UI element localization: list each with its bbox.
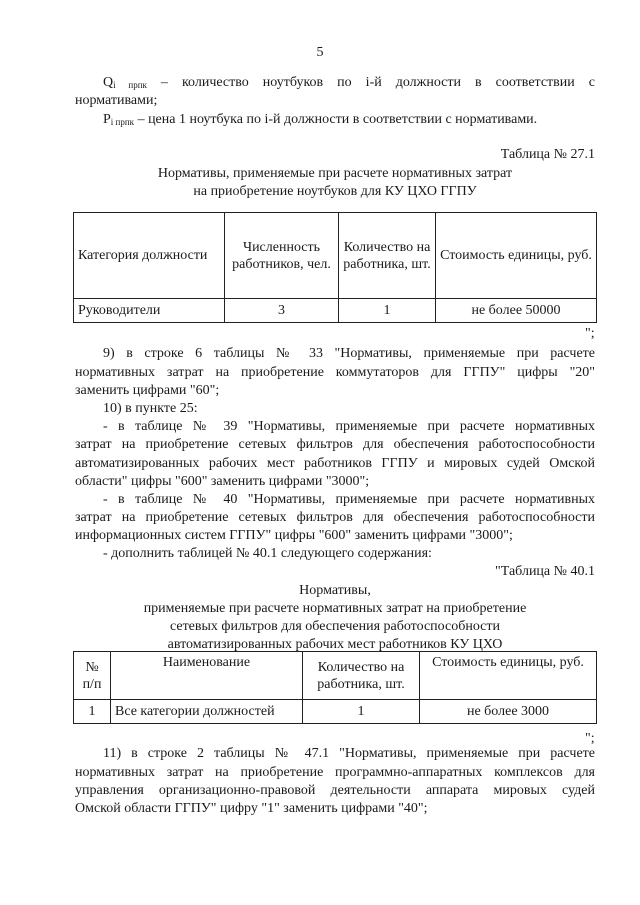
item-10a-line1: - в таблице № 39 "Нормативы, применяемые при расчете нормативных xyxy=(103,419,595,434)
cell-category: Руководители xyxy=(74,299,225,323)
p-subscript: i прпк xyxy=(110,117,135,127)
item-10-head: 10) в пункте 25: xyxy=(103,401,198,416)
table-27-1-number: Таблица № 27.1 xyxy=(500,147,595,162)
header-quantity: Количество на работника, шт. xyxy=(303,652,420,700)
header-headcount: Численность работников, чел. xyxy=(225,213,339,299)
header-quantity: Количество на работника, шт. xyxy=(339,213,436,299)
table-40-1 xyxy=(73,651,597,724)
item-11-line4: Омской области ГГПУ" цифру "1" заменить цифрами "40"; xyxy=(75,801,428,816)
header-name: Наименование xyxy=(111,652,303,700)
q-symbol: Q xyxy=(103,75,114,90)
definition-p xyxy=(103,111,603,128)
table-40-1-number: "Таблица № 40.1 xyxy=(495,564,595,579)
cell-name: Все категории должностей xyxy=(111,700,303,724)
item-10b-line3: информационных систем ГГПУ" цифры "600" заменить цифрами "3000"; xyxy=(75,528,513,543)
table-40-1-title-line3: сетевых фильтров для обеспечения работоспособности xyxy=(169,619,501,634)
table-header-row xyxy=(74,213,597,299)
item-11-line1: 11) в строке 2 таблицы № 47.1 "Нормативы, применяемые при расчете xyxy=(103,746,595,761)
definition-q-line1 xyxy=(103,74,595,91)
item-11-line2: нормативных затрат на приобретение программно-аппаратных комплексов для xyxy=(75,765,595,780)
item-10a-line2: затрат на приобретение сетевых фильтров для обеспечения работоспособности xyxy=(75,437,595,452)
item-11-line3: управления организационно-правовой деятельности аппарата мировых судей xyxy=(75,783,595,798)
cell-unit-cost: не более 3000 xyxy=(420,700,597,724)
q-subscript: i прпк xyxy=(113,80,147,90)
item-9-line1: 9) в строке 6 таблицы № 33 "Нормативы, применяемые при расчете xyxy=(103,346,595,361)
table-40-1-close-quote: "; xyxy=(585,731,595,746)
cell-quantity: 1 xyxy=(339,299,436,323)
header-row-number: № п/п xyxy=(74,652,111,700)
p-text: – цена 1 ноутбука по i-й должности в соответствии с нормативами. xyxy=(134,112,538,127)
header-unit-cost: Стоимость единицы, руб. xyxy=(436,213,597,299)
item-9-line2: нормативных затрат на приобретение коммутаторов для ГГПУ" цифры "20" xyxy=(75,365,595,380)
item-10b-line1: - в таблице № 40 "Нормативы, применяемые при расчете нормативных xyxy=(103,492,595,507)
definition-q-line2: нормативами; xyxy=(75,93,158,108)
table-27-1-close-quote: "; xyxy=(585,326,595,341)
page-number: 5 xyxy=(316,45,324,60)
table-40-1-title-line1: Нормативы, xyxy=(299,583,371,598)
item-10a-line3: автоматизированных рабочих мест работников ГГПУ и мировых судей Омской xyxy=(75,456,595,471)
cell-quantity: 1 xyxy=(303,700,420,724)
item-9-line3: заменить цифрами "60"; xyxy=(75,383,220,398)
table-27-1 xyxy=(73,212,597,323)
cell-row-number: 1 xyxy=(74,700,111,724)
cell-unit-cost: не более 50000 xyxy=(436,299,597,323)
header-category: Категория должности xyxy=(74,213,225,299)
table-header-row xyxy=(74,652,597,700)
table-40-1-title-line4: автоматизированных рабочих мест работников КУ ЦХО xyxy=(167,637,503,652)
table-row xyxy=(74,700,597,724)
table-27-1-title-line2: на приобретение ноутбуков для КУ ЦХО ГГПУ xyxy=(193,184,477,199)
header-unit-cost: Стоимость единицы, руб. xyxy=(420,652,597,700)
q-text: – количество ноутбуков по i-й должности в соответствии с xyxy=(146,75,595,90)
table-27-1-title-line1: Нормативы, применяемые при расчете нормативных затрат xyxy=(157,166,513,181)
item-10a-line4: области" цифры "600" заменить цифрами "3000"; xyxy=(75,474,370,489)
item-10b-line2: затрат на приобретение сетевых фильтров для обеспечения работоспособности xyxy=(75,510,595,525)
cell-headcount: 3 xyxy=(225,299,339,323)
item-10c-line1: - дополнить таблицей № 40.1 следующего содержания: xyxy=(103,546,432,561)
table-row xyxy=(74,299,597,323)
p-symbol: P xyxy=(103,112,111,127)
table-40-1-title-line2: применяемые при расчете нормативных затрат на приобретение xyxy=(143,601,527,616)
